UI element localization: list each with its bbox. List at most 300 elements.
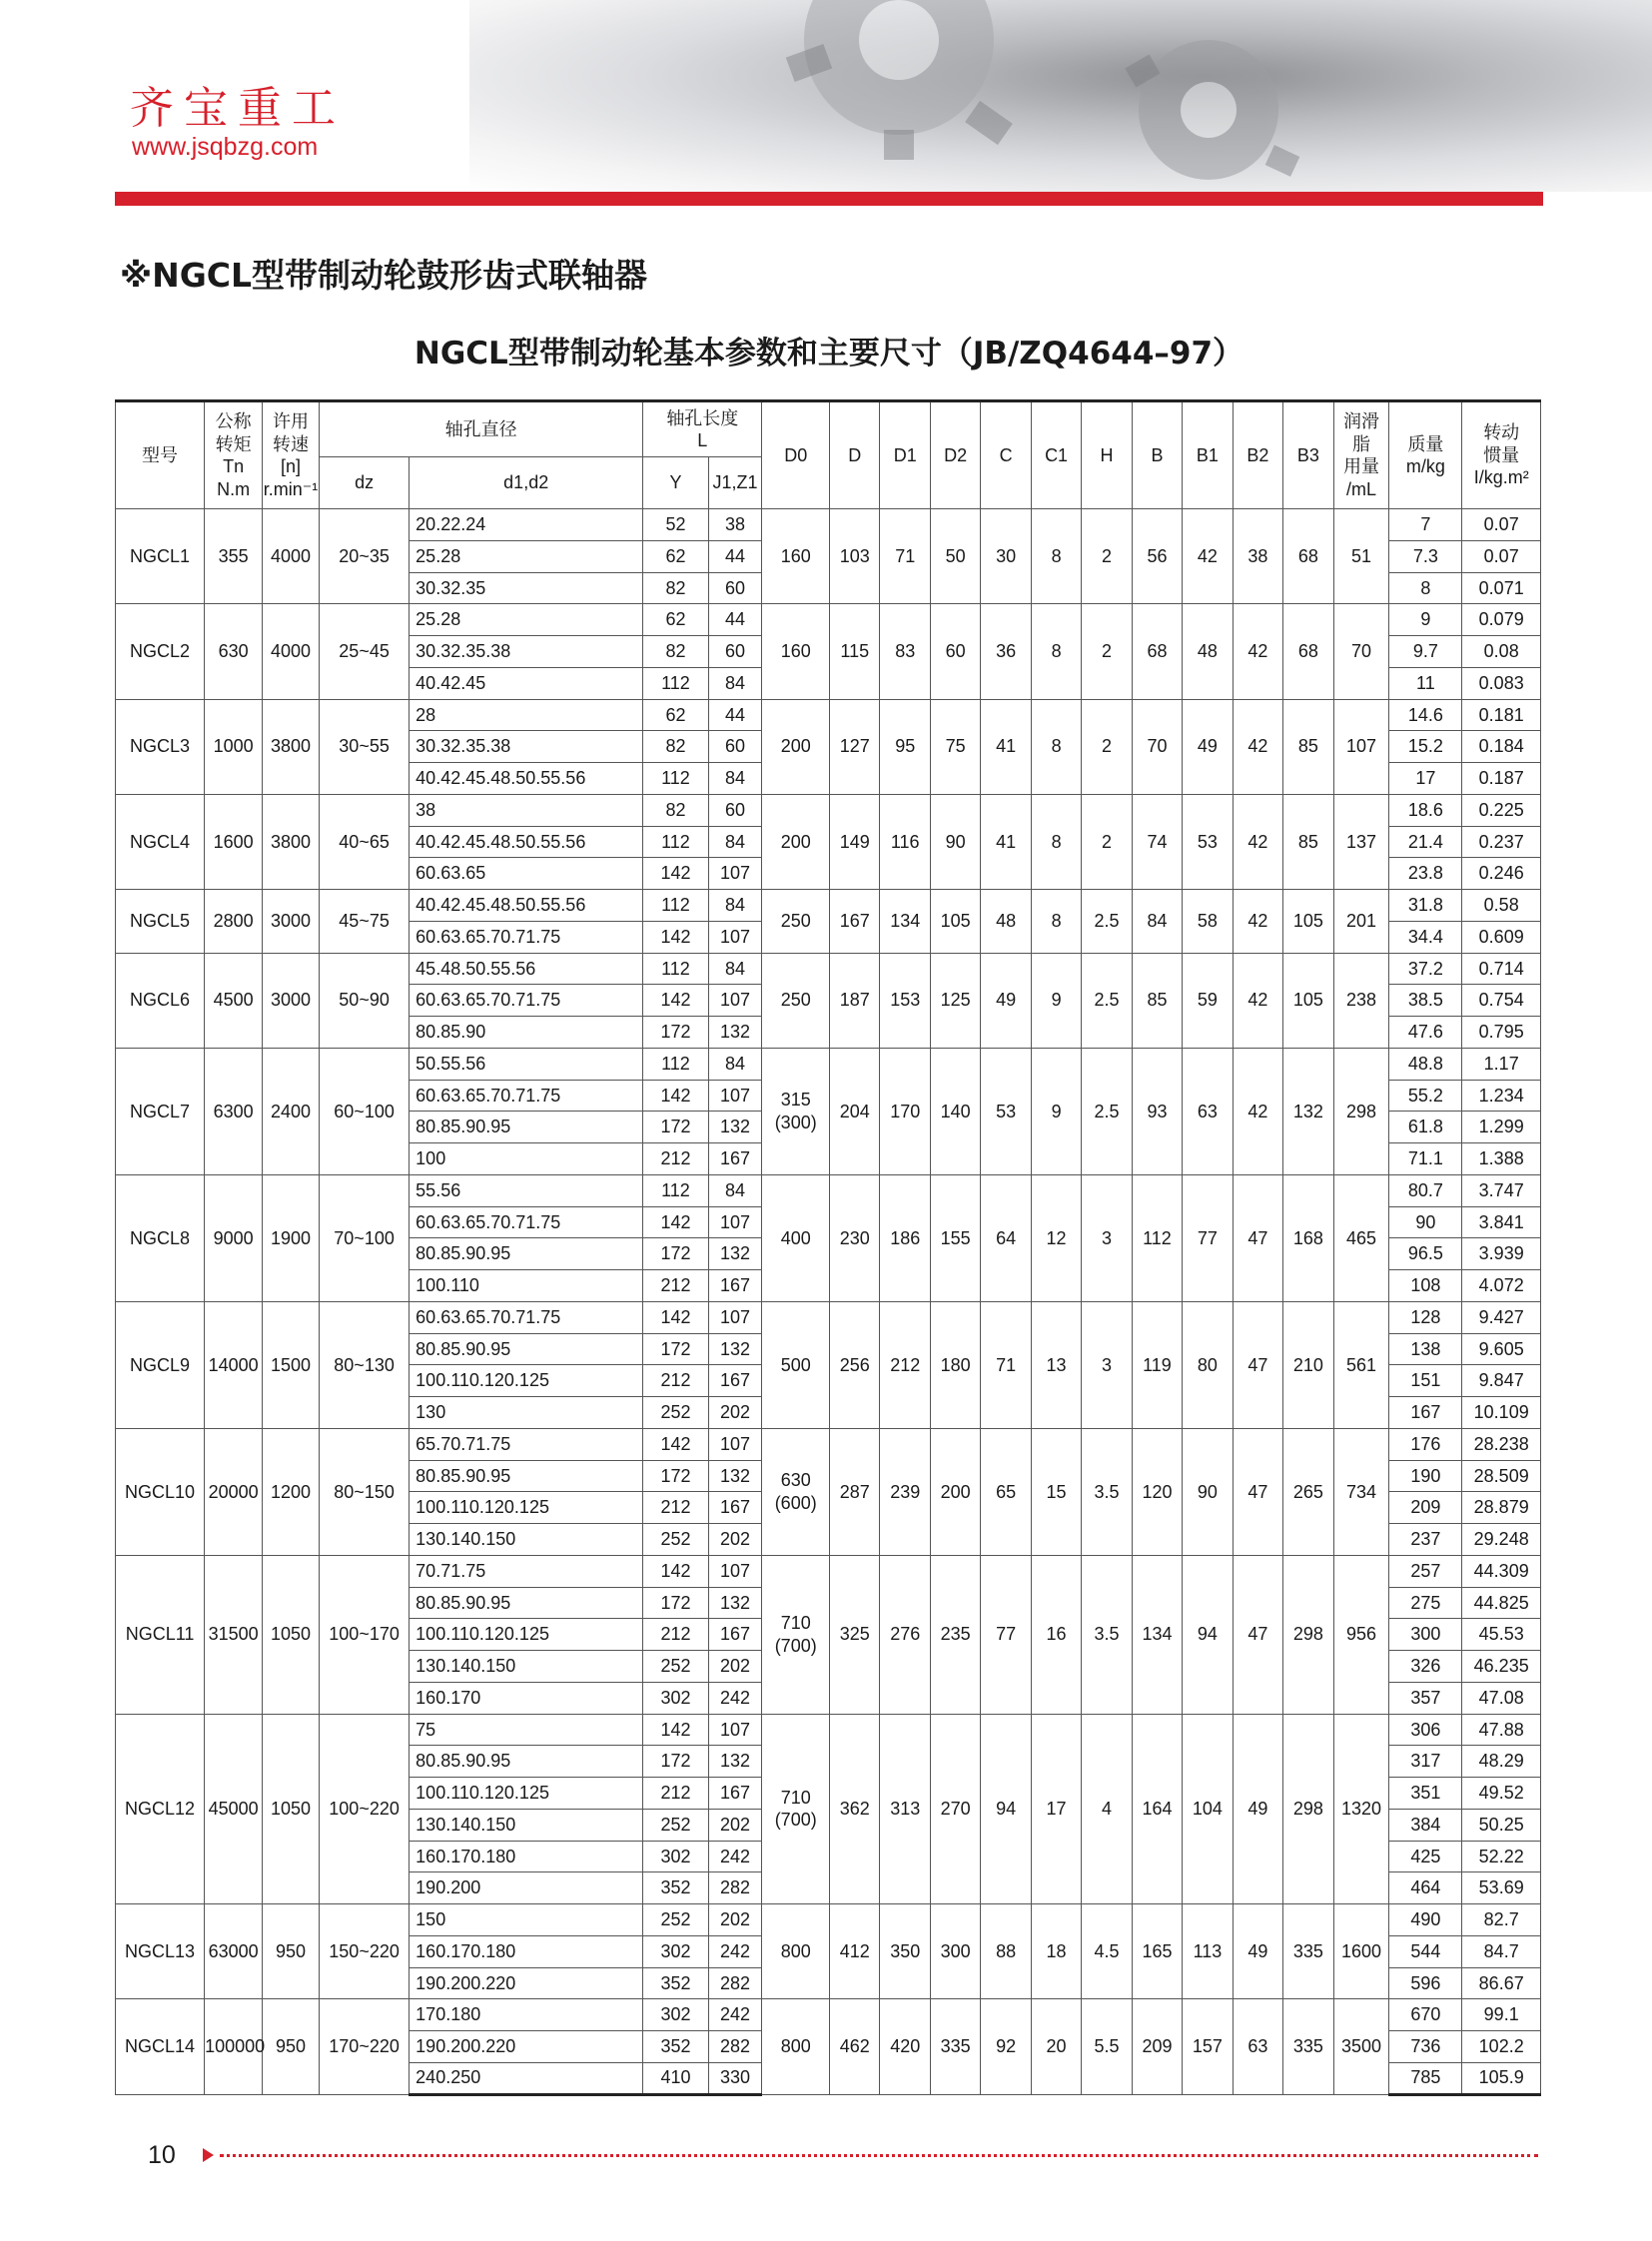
cell-D: 287: [830, 1428, 880, 1555]
cell-B: 120: [1132, 1428, 1182, 1555]
cell-torque: 1600: [205, 794, 263, 889]
cell-C: 49: [981, 953, 1031, 1048]
cell-H: 2: [1082, 604, 1132, 699]
cell-Y: 112: [643, 1048, 708, 1080]
cell-B2: 47: [1233, 1555, 1282, 1714]
cell-Y: 172: [643, 1460, 708, 1492]
cell-inertia: 102.2: [1462, 2031, 1541, 2063]
cell-H: 2: [1082, 794, 1132, 889]
cell-d1d2: 38: [410, 794, 643, 826]
cell-dz: 25~45: [319, 604, 409, 699]
cell-torque: 45000: [205, 1714, 263, 1904]
cell-J1Z1: 84: [708, 953, 762, 985]
cell-mass: 108: [1389, 1270, 1462, 1302]
cell-dz: 20~35: [319, 509, 409, 604]
cell-D2: 200: [930, 1428, 980, 1555]
cell-B1: 63: [1183, 1048, 1233, 1174]
cell-C: 41: [981, 794, 1031, 889]
cell-torque: 630: [205, 604, 263, 699]
cell-Y: 252: [643, 1809, 708, 1841]
table-row: [116, 1428, 1541, 1460]
cell-B1: 104: [1183, 1714, 1233, 1904]
cell-mass: 490: [1389, 1904, 1462, 1936]
cell-inertia: 86.67: [1462, 1967, 1541, 1999]
cell-inertia: 84.7: [1462, 1935, 1541, 1967]
cell-model: NGCL4: [116, 794, 205, 889]
page-number: 10: [148, 2141, 176, 2169]
cell-grease: 137: [1333, 794, 1389, 889]
cell-mass: 21.4: [1389, 826, 1462, 858]
cell-Y: 82: [643, 636, 708, 668]
cell-D2: 90: [930, 794, 980, 889]
cell-d1d2: 30.32.35.38: [410, 636, 643, 668]
cell-d1d2: 40.42.45.48.50.55.56: [410, 763, 643, 795]
cell-D: 325: [830, 1555, 880, 1714]
cell-dz: 80~150: [319, 1428, 409, 1555]
cell-inertia: 0.071: [1462, 572, 1541, 604]
cell-d1d2: 30.32.35: [410, 572, 643, 604]
cell-D2: 300: [930, 1904, 980, 1999]
cell-Y: 142: [643, 1080, 708, 1112]
cell-inertia: 53.69: [1462, 1872, 1541, 1904]
cell-D2: 50: [930, 509, 980, 604]
table-row: [116, 1999, 1541, 2031]
cell-B2: 63: [1233, 1999, 1282, 2094]
cell-D1: 239: [880, 1428, 930, 1555]
cell-inertia: 1.299: [1462, 1112, 1541, 1143]
cell-D1: 313: [880, 1714, 930, 1904]
cell-inertia: 9.847: [1462, 1365, 1541, 1397]
cell-Y: 302: [643, 1841, 708, 1872]
cell-grease: 107: [1333, 699, 1389, 794]
cell-mass: 8: [1389, 572, 1462, 604]
cell-mass: 17: [1389, 763, 1462, 795]
cell-d1d2: 40.42.45: [410, 667, 643, 699]
cell-C: 53: [981, 1048, 1031, 1174]
cell-d1d2: 80.85.90.95: [410, 1587, 643, 1619]
brand-name: 齐宝重工: [130, 83, 346, 134]
table-body: [116, 509, 1541, 2095]
cell-D1: 212: [880, 1301, 930, 1428]
cell-Y: 112: [643, 953, 708, 985]
cell-D1: 170: [880, 1048, 930, 1174]
cell-J1Z1: 202: [708, 1524, 762, 1556]
cell-J1Z1: 107: [708, 1714, 762, 1746]
cell-d1d2: 65.70.71.75: [410, 1428, 643, 1460]
header-B2: B2: [1233, 401, 1282, 509]
cell-J1Z1: 132: [708, 1017, 762, 1049]
cell-torque: 100000: [205, 1999, 263, 2094]
cell-D2: 105: [930, 890, 980, 954]
header-J1Z1: J1,Z1: [708, 457, 762, 509]
cell-mass: 47.6: [1389, 1017, 1462, 1049]
cell-D: 167: [830, 890, 880, 954]
cell-dz: 100~170: [319, 1555, 409, 1714]
header-C: C: [981, 401, 1031, 509]
cell-J1Z1: 202: [708, 1904, 762, 1936]
cell-mass: 48.8: [1389, 1048, 1462, 1080]
cell-J1Z1: 132: [708, 1333, 762, 1365]
cell-C1: 9: [1031, 953, 1081, 1048]
cell-grease: 734: [1333, 1428, 1389, 1555]
cell-mass: 9.7: [1389, 636, 1462, 668]
cell-Y: 112: [643, 667, 708, 699]
cell-B: 84: [1132, 890, 1182, 954]
cell-B1: 80: [1183, 1301, 1233, 1428]
cell-H: 5.5: [1082, 1999, 1132, 2094]
cell-d1d2: 20.22.24: [410, 509, 643, 541]
cell-inertia: 52.22: [1462, 1841, 1541, 1872]
cell-J1Z1: 167: [708, 1492, 762, 1524]
cell-J1Z1: 167: [708, 1778, 762, 1810]
cell-inertia: 0.184: [1462, 731, 1541, 763]
cell-B: 165: [1132, 1904, 1182, 1999]
cell-C1: 8: [1031, 604, 1081, 699]
cell-D: 115: [830, 604, 880, 699]
cell-B2: 47: [1233, 1174, 1282, 1301]
header-B: B: [1132, 401, 1182, 509]
cell-inertia: 49.52: [1462, 1778, 1541, 1810]
cell-d1d2: 60.63.65.70.71.75: [410, 921, 643, 953]
cell-speed: 3800: [263, 699, 320, 794]
cell-C1: 9: [1031, 1048, 1081, 1174]
cell-Y: 212: [643, 1143, 708, 1175]
cell-Y: 302: [643, 1935, 708, 1967]
cell-Y: 212: [643, 1270, 708, 1302]
cell-B1: 113: [1183, 1904, 1233, 1999]
cell-B: 93: [1132, 1048, 1182, 1174]
parameters-table: [115, 399, 1541, 2096]
cell-H: 3.5: [1082, 1428, 1132, 1555]
cell-B3: 298: [1283, 1714, 1333, 1904]
header-dz: dz: [319, 457, 409, 509]
table-row: [116, 890, 1541, 922]
cell-speed: 950: [263, 1999, 320, 2094]
cell-model: NGCL11: [116, 1555, 205, 1714]
cell-d1d2: 80.85.90: [410, 1017, 643, 1049]
cell-Y: 112: [643, 1174, 708, 1206]
cell-J1Z1: 202: [708, 1397, 762, 1429]
cell-mass: 31.8: [1389, 890, 1462, 922]
cell-d1d2: 100.110.120.125: [410, 1619, 643, 1651]
cell-J1Z1: 60: [708, 794, 762, 826]
cell-C1: 16: [1031, 1555, 1081, 1714]
cell-mass: 464: [1389, 1872, 1462, 1904]
cell-d1d2: 100.110: [410, 1270, 643, 1302]
cell-Y: 62: [643, 604, 708, 636]
cell-dz: 170~220: [319, 1999, 409, 2094]
cell-inertia: 99.1: [1462, 1999, 1541, 2031]
cell-J1Z1: 60: [708, 572, 762, 604]
header-grease: 润滑 脂 用量 /mL: [1333, 401, 1389, 509]
cell-J1Z1: 282: [708, 1967, 762, 1999]
cell-mass: 128: [1389, 1301, 1462, 1333]
header-C1: C1: [1031, 401, 1081, 509]
cell-C1: 12: [1031, 1174, 1081, 1301]
cell-mass: 736: [1389, 2031, 1462, 2063]
cell-B2: 42: [1233, 890, 1282, 954]
cell-Y: 82: [643, 731, 708, 763]
cell-D1: 95: [880, 699, 930, 794]
cell-grease: 1600: [1333, 1904, 1389, 1999]
cell-d1d2: 60.63.65.70.71.75: [410, 1206, 643, 1238]
cell-grease: 956: [1333, 1555, 1389, 1714]
cell-J1Z1: 132: [708, 1587, 762, 1619]
cell-d1d2: 60.63.65.70.71.75: [410, 1080, 643, 1112]
cell-grease: 238: [1333, 953, 1389, 1048]
cell-speed: 950: [263, 1904, 320, 1999]
cell-model: NGCL13: [116, 1904, 205, 1999]
cell-D: 187: [830, 953, 880, 1048]
cell-C: 71: [981, 1301, 1031, 1428]
cell-inertia: 44.825: [1462, 1587, 1541, 1619]
cell-mass: 190: [1389, 1460, 1462, 1492]
cell-inertia: 0.079: [1462, 604, 1541, 636]
cell-D2: 75: [930, 699, 980, 794]
cell-speed: 4000: [263, 604, 320, 699]
cell-J1Z1: 44: [708, 540, 762, 572]
cell-torque: 1000: [205, 699, 263, 794]
cell-d1d2: 160.170.180: [410, 1841, 643, 1872]
cell-D0: 315 (300): [762, 1048, 830, 1174]
cell-torque: 14000: [205, 1301, 263, 1428]
cell-inertia: 0.246: [1462, 858, 1541, 890]
cell-Y: 142: [643, 1301, 708, 1333]
cell-grease: 1320: [1333, 1714, 1389, 1904]
cell-grease: 298: [1333, 1048, 1389, 1174]
cell-mass: 209: [1389, 1492, 1462, 1524]
cell-B2: 49: [1233, 1714, 1282, 1904]
cell-d1d2: 160.170: [410, 1682, 643, 1714]
cell-J1Z1: 107: [708, 985, 762, 1017]
cell-model: NGCL2: [116, 604, 205, 699]
cell-model: NGCL9: [116, 1301, 205, 1428]
cell-Y: 62: [643, 540, 708, 572]
cell-model: NGCL5: [116, 890, 205, 954]
cell-Y: 352: [643, 1967, 708, 1999]
cell-Y: 52: [643, 509, 708, 541]
cell-Y: 212: [643, 1619, 708, 1651]
cell-D0: 200: [762, 699, 830, 794]
cell-B3: 335: [1283, 1904, 1333, 1999]
cell-B3: 132: [1283, 1048, 1333, 1174]
cell-mass: 80.7: [1389, 1174, 1462, 1206]
cell-C1: 18: [1031, 1904, 1081, 1999]
cell-mass: 544: [1389, 1935, 1462, 1967]
cell-d1d2: 160.170.180: [410, 1935, 643, 1967]
cell-D: 103: [830, 509, 880, 604]
cell-Y: 142: [643, 921, 708, 953]
cell-H: 3.5: [1082, 1555, 1132, 1714]
cell-B2: 38: [1233, 509, 1282, 604]
cell-D2: 335: [930, 1999, 980, 2094]
cell-mass: 237: [1389, 1524, 1462, 1556]
cell-speed: 4000: [263, 509, 320, 604]
cell-inertia: 28.238: [1462, 1428, 1541, 1460]
cell-C: 36: [981, 604, 1031, 699]
cell-J1Z1: 107: [708, 1080, 762, 1112]
cell-torque: 31500: [205, 1555, 263, 1714]
cell-inertia: 9.605: [1462, 1333, 1541, 1365]
cell-mass: 351: [1389, 1778, 1462, 1810]
cell-d1d2: 130.140.150: [410, 1651, 643, 1683]
cell-inertia: 1.388: [1462, 1143, 1541, 1175]
cell-D0: 800: [762, 1999, 830, 2094]
cell-J1Z1: 107: [708, 1301, 762, 1333]
cell-Y: 172: [643, 1238, 708, 1270]
cell-D: 230: [830, 1174, 880, 1301]
cell-C1: 15: [1031, 1428, 1081, 1555]
cell-B: 112: [1132, 1174, 1182, 1301]
cell-D0: 250: [762, 890, 830, 954]
cell-J1Z1: 84: [708, 1048, 762, 1080]
header-D0: D0: [762, 401, 830, 509]
cell-D1: 71: [880, 509, 930, 604]
cell-Y: 410: [643, 2062, 708, 2094]
cell-J1Z1: 107: [708, 858, 762, 890]
cell-Y: 112: [643, 890, 708, 922]
cell-inertia: 46.235: [1462, 1651, 1541, 1683]
header-mass: 质量 m/kg: [1389, 401, 1462, 509]
cell-B: 209: [1132, 1999, 1182, 2094]
cell-Y: 212: [643, 1778, 708, 1810]
cell-torque: 355: [205, 509, 263, 604]
cell-B: 85: [1132, 953, 1182, 1048]
cell-J1Z1: 167: [708, 1270, 762, 1302]
cell-D0: 200: [762, 794, 830, 889]
cell-J1Z1: 242: [708, 1682, 762, 1714]
cell-model: NGCL12: [116, 1714, 205, 1904]
cell-speed: 1200: [263, 1428, 320, 1555]
cell-C: 30: [981, 509, 1031, 604]
cell-D0: 160: [762, 604, 830, 699]
cell-Y: 82: [643, 572, 708, 604]
cell-inertia: 48.29: [1462, 1746, 1541, 1778]
cell-mass: 357: [1389, 1682, 1462, 1714]
cell-C: 48: [981, 890, 1031, 954]
cell-D2: 125: [930, 953, 980, 1048]
cell-mass: 176: [1389, 1428, 1462, 1460]
cell-C1: 8: [1031, 699, 1081, 794]
cell-model: NGCL1: [116, 509, 205, 604]
cell-C1: 17: [1031, 1714, 1081, 1904]
cell-inertia: 0.714: [1462, 953, 1541, 985]
cell-C1: 20: [1031, 1999, 1081, 2094]
cell-J1Z1: 132: [708, 1238, 762, 1270]
header-D2: D2: [930, 401, 980, 509]
cell-Y: 302: [643, 1682, 708, 1714]
header-bore-diameter: 轴孔直径: [319, 401, 642, 457]
cell-model: NGCL6: [116, 953, 205, 1048]
cell-C1: 8: [1031, 890, 1081, 954]
cell-D: 256: [830, 1301, 880, 1428]
cell-D2: 140: [930, 1048, 980, 1174]
cell-torque: 9000: [205, 1174, 263, 1301]
header-D: D: [830, 401, 880, 509]
cell-J1Z1: 282: [708, 1872, 762, 1904]
cell-J1Z1: 60: [708, 731, 762, 763]
cell-mass: 326: [1389, 1651, 1462, 1683]
cell-D1: 116: [880, 794, 930, 889]
cell-J1Z1: 84: [708, 890, 762, 922]
cell-C1: 8: [1031, 509, 1081, 604]
cell-mass: 90: [1389, 1206, 1462, 1238]
cell-B3: 68: [1283, 604, 1333, 699]
cell-mass: 7: [1389, 509, 1462, 541]
cell-mass: 14.6: [1389, 699, 1462, 731]
cell-mass: 34.4: [1389, 921, 1462, 953]
cell-B1: 42: [1183, 509, 1233, 604]
cell-mass: 18.6: [1389, 794, 1462, 826]
table-row: [116, 1301, 1541, 1333]
cell-D1: 186: [880, 1174, 930, 1301]
cell-D: 127: [830, 699, 880, 794]
cell-Y: 252: [643, 1651, 708, 1683]
cell-Y: 352: [643, 2031, 708, 2063]
cell-speed: 1050: [263, 1555, 320, 1714]
cell-J1Z1: 38: [708, 509, 762, 541]
cell-mass: 151: [1389, 1365, 1462, 1397]
cell-C: 41: [981, 699, 1031, 794]
brand-url[interactable]: www.jsqbzg.com: [132, 133, 319, 161]
cell-B1: 59: [1183, 953, 1233, 1048]
cell-B2: 42: [1233, 699, 1282, 794]
cell-C: 88: [981, 1904, 1031, 1999]
cell-model: NGCL3: [116, 699, 205, 794]
cell-d1d2: 45.48.50.55.56: [410, 953, 643, 985]
cell-C: 64: [981, 1174, 1031, 1301]
cell-inertia: 10.109: [1462, 1397, 1541, 1429]
cell-dz: 70~100: [319, 1174, 409, 1301]
cell-Y: 82: [643, 794, 708, 826]
cell-J1Z1: 132: [708, 1112, 762, 1143]
cell-d1d2: 190.200: [410, 1872, 643, 1904]
cell-d1d2: 28: [410, 699, 643, 731]
footer-dotted-line: [220, 2154, 1538, 2157]
cell-torque: 6300: [205, 1048, 263, 1174]
cell-D: 204: [830, 1048, 880, 1174]
cell-D1: 420: [880, 1999, 930, 2094]
cell-d1d2: 190.200.220: [410, 2031, 643, 2063]
cell-B2: 42: [1233, 1048, 1282, 1174]
cell-mass: 138: [1389, 1333, 1462, 1365]
cell-torque: 4500: [205, 953, 263, 1048]
cell-B: 119: [1132, 1301, 1182, 1428]
cell-dz: 100~220: [319, 1714, 409, 1904]
cell-speed: 1050: [263, 1714, 320, 1904]
cell-D: 362: [830, 1714, 880, 1904]
cell-D0: 710 (700): [762, 1555, 830, 1714]
header-Y: Y: [643, 457, 708, 509]
cell-d1d2: 40.42.45.48.50.55.56: [410, 890, 643, 922]
cell-Y: 172: [643, 1746, 708, 1778]
gear-decoration: [689, 0, 1588, 192]
cell-mass: 317: [1389, 1746, 1462, 1778]
cell-speed: 2400: [263, 1048, 320, 1174]
cell-mass: 23.8: [1389, 858, 1462, 890]
cell-D0: 500: [762, 1301, 830, 1428]
cell-torque: 63000: [205, 1904, 263, 1999]
cell-H: 2.5: [1082, 1048, 1132, 1174]
cell-inertia: 0.609: [1462, 921, 1541, 953]
cell-J1Z1: 167: [708, 1619, 762, 1651]
section-title: ※NGCL型带制动轮鼓形齿式联轴器: [120, 256, 648, 295]
header-D1: D1: [880, 401, 930, 509]
cell-Y: 142: [643, 1428, 708, 1460]
cell-Y: 172: [643, 1112, 708, 1143]
cell-J1Z1: 84: [708, 667, 762, 699]
cell-B3: 335: [1283, 1999, 1333, 2094]
